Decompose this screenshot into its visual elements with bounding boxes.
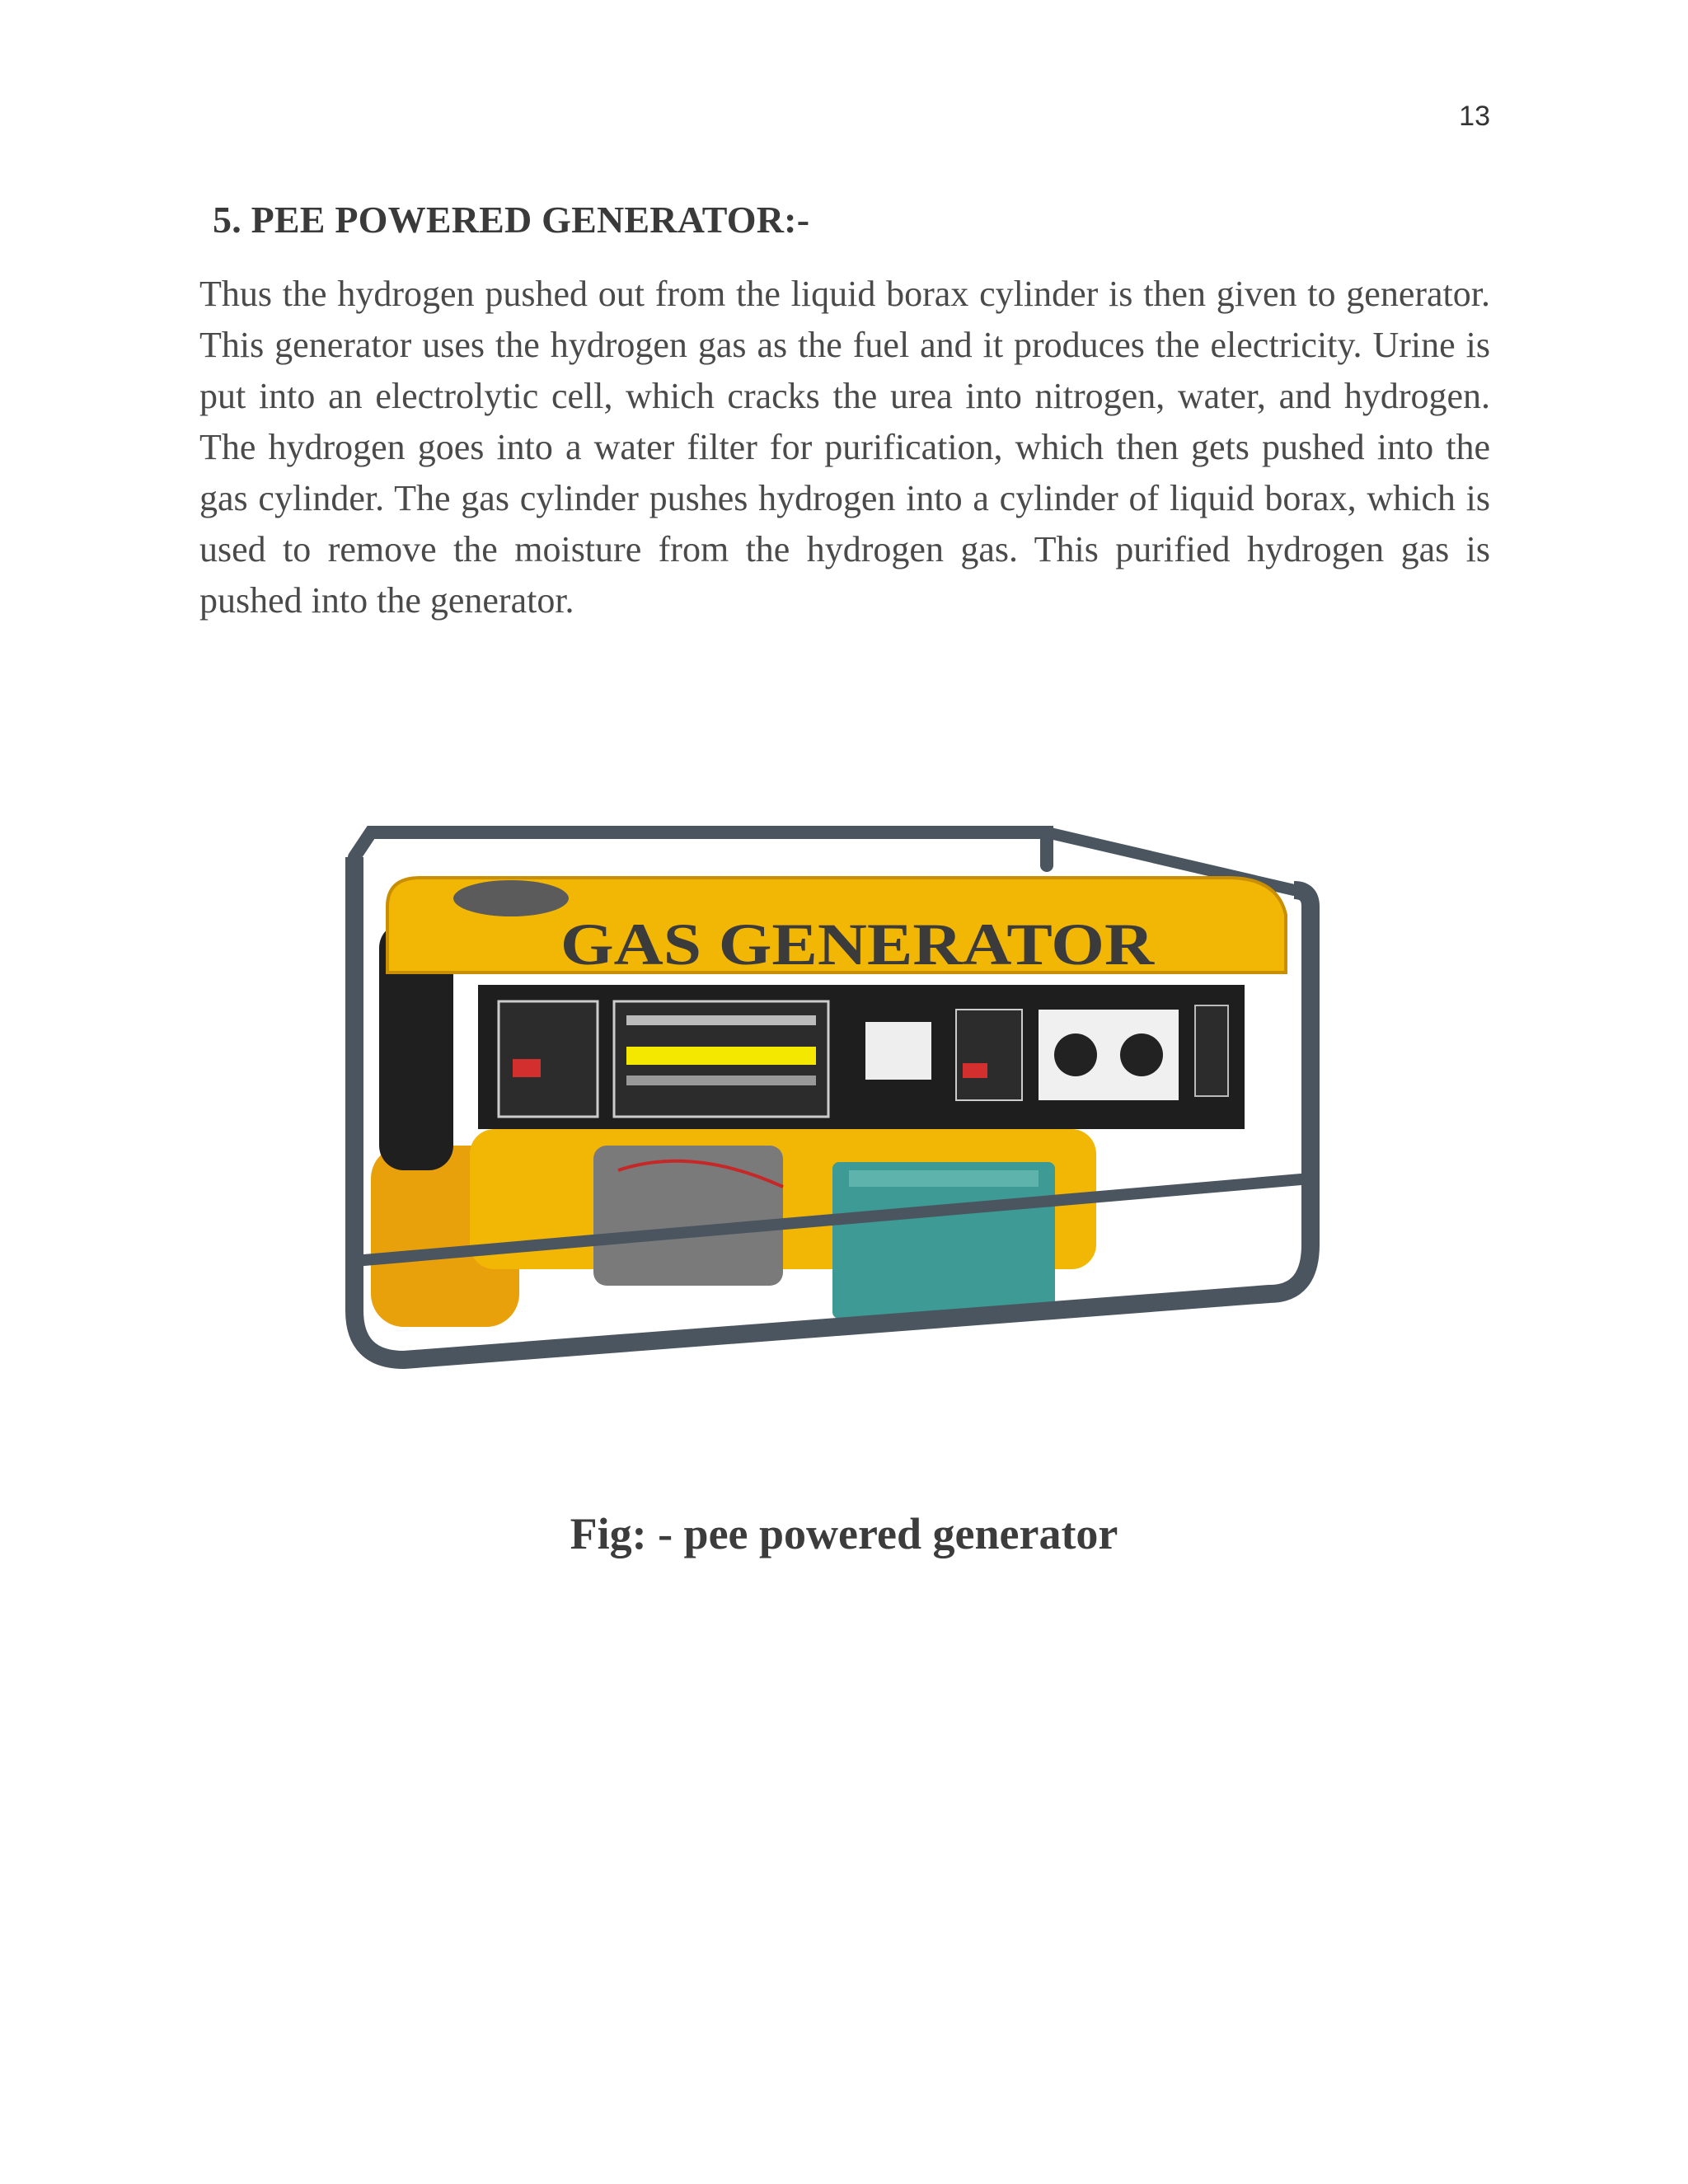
section-paragraph: Thus the hydrogen pushed out from the liquid borax cylinder is then given to generator. This generator uses the hydrogen gas as the fuel and it produces the electricity. Urine is put into an electrolytic cell, which cracks the urea into nitrogen, water, and hydrogen. The hydrogen goes into a water filter for purification, which then gets pushed into the gas cylinder. The gas cylinder pushes hydrogen into a cylinder of liquid borax, which is used to remove the moisture from the hydrogen gas. This purified hydrogen gas is pushed into the generator. xyxy=(199,274,1490,621)
page-number: 13 xyxy=(1459,101,1490,132)
breaker-box xyxy=(956,1010,1022,1100)
panel-yellow-band xyxy=(626,1047,816,1065)
outlet-right xyxy=(1120,1033,1163,1076)
battery-top xyxy=(849,1170,1039,1187)
engine-head xyxy=(593,1146,783,1286)
tank-label: GAS GENERATOR xyxy=(560,912,1156,977)
panel-side-cover xyxy=(1195,1005,1228,1096)
voltmeter xyxy=(865,1022,931,1080)
generator-illustration xyxy=(321,799,1343,1393)
breaker-red xyxy=(963,1063,987,1078)
figure-caption: Fig: - pee powered generator xyxy=(570,1509,1118,1558)
fuel-cap xyxy=(453,880,569,916)
outlet-left xyxy=(1054,1033,1097,1076)
generator-figure xyxy=(321,799,1343,1393)
panel-text-line xyxy=(626,1076,816,1085)
frame-back-tube xyxy=(354,832,1047,865)
panel-text-line xyxy=(626,1015,816,1025)
panel-red-switch xyxy=(513,1059,541,1077)
section-heading: 5. PEE POWERED GENERATOR:- xyxy=(213,199,810,241)
